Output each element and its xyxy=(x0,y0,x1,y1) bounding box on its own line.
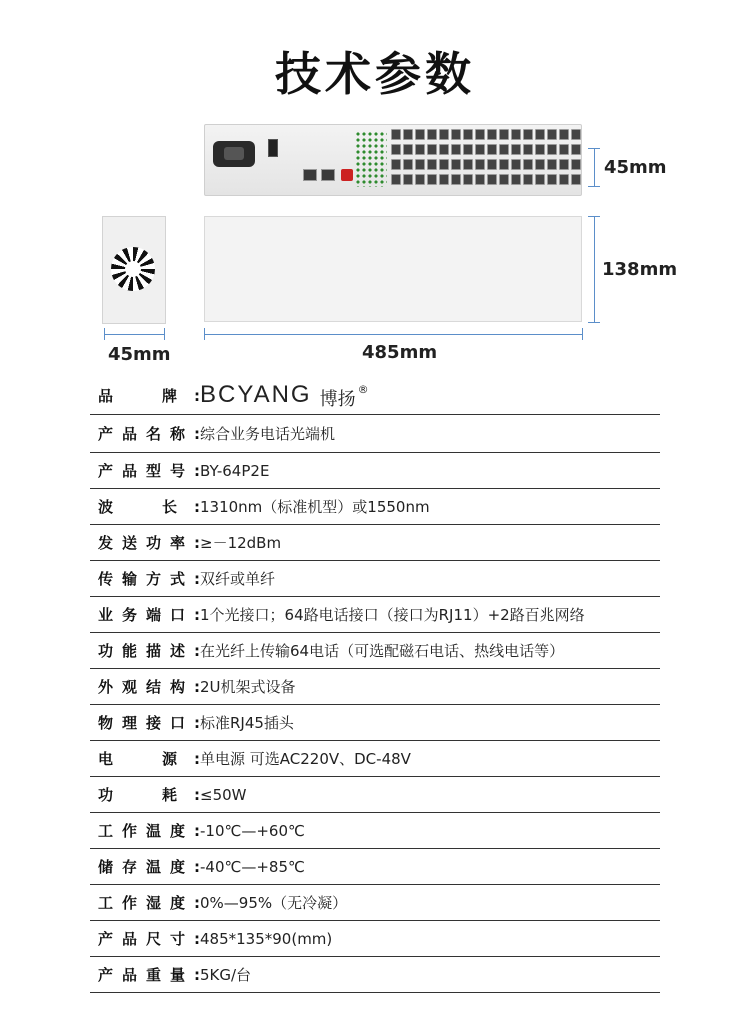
status-led-array xyxy=(355,131,387,187)
spec-value: 在光纤上传输64电话（可选配磁石电话、热线电话等） xyxy=(200,642,565,660)
spec-row xyxy=(90,669,660,705)
spec-value: 0%—95%（无冷凝） xyxy=(200,894,348,912)
rj11-port-icon xyxy=(511,144,521,155)
rj11-port-icon xyxy=(391,159,401,170)
rj11-port-icon xyxy=(403,174,413,185)
rj11-port-icon xyxy=(547,159,557,170)
rj11-port-icon xyxy=(427,159,437,170)
power-socket-icon xyxy=(213,141,255,167)
rj11-port-icon xyxy=(571,144,581,155)
brand-name-cn: 博扬 xyxy=(319,388,356,410)
rj11-port-icon xyxy=(451,129,461,140)
spec-label: 发送功率: xyxy=(98,534,200,552)
spec-row-brand xyxy=(90,377,660,415)
spec-row xyxy=(90,777,660,813)
spec-label: 波 长: xyxy=(98,498,200,516)
dim-line-side-width xyxy=(104,334,164,335)
spec-value: -10℃—+60℃ xyxy=(200,821,305,840)
brand-logo: BCYANG xyxy=(200,380,312,408)
rj11-port-icon xyxy=(463,129,473,140)
registered-mark: ® xyxy=(357,382,369,396)
spec-row xyxy=(90,741,660,777)
rj11-port-icon xyxy=(391,129,401,140)
dim-line-depth xyxy=(594,216,595,322)
fiber-port-icon xyxy=(341,169,353,181)
rj11-port-icon xyxy=(451,144,461,155)
fan-icon xyxy=(111,247,155,291)
rj11-port-icon xyxy=(439,159,449,170)
spec-value: 双纤或单纤 xyxy=(200,570,276,588)
spec-row xyxy=(90,453,660,489)
spec-label: 产品名称: xyxy=(98,425,200,443)
rj11-port-icon xyxy=(511,159,521,170)
rj11-port-icon xyxy=(535,129,545,140)
rj11-port-icon xyxy=(475,144,485,155)
rj11-port-icon xyxy=(403,129,413,140)
rj11-port-icon xyxy=(463,144,473,155)
spec-value: 单电源 可选AC220V、DC-48V xyxy=(200,750,411,768)
spec-row xyxy=(90,597,660,633)
spec-value: ≤50W xyxy=(200,785,247,804)
rj11-port-icon xyxy=(391,174,401,185)
rj11-port-icon xyxy=(439,174,449,185)
spec-value: ≥－12dBm xyxy=(200,534,282,552)
rj11-port-icon xyxy=(415,174,425,185)
spec-value: 标准RJ45插头 xyxy=(200,714,294,732)
spec-row xyxy=(90,525,660,561)
power-switch-icon xyxy=(268,139,278,157)
rj11-port-icon xyxy=(523,129,533,140)
rj11-port-icon xyxy=(547,144,557,155)
spec-label: 外观结构: xyxy=(98,678,200,696)
rj11-port-icon xyxy=(451,159,461,170)
dim-tick xyxy=(588,186,600,187)
spec-row xyxy=(90,885,660,921)
rj11-port-icon xyxy=(487,144,497,155)
device-front-panel xyxy=(204,124,582,196)
rj11-port-icon xyxy=(439,144,449,155)
spec-label: 品 牌: xyxy=(98,387,200,405)
ethernet-port-icon xyxy=(303,169,317,181)
rj11-port-icon xyxy=(499,174,509,185)
rj11-port-icon xyxy=(415,159,425,170)
rj11-port-icon xyxy=(547,129,557,140)
rj11-port-icon xyxy=(427,174,437,185)
rj11-port-icon xyxy=(427,129,437,140)
ethernet-port-icon xyxy=(321,169,335,181)
rj11-port-icon xyxy=(559,174,569,185)
spec-row xyxy=(90,489,660,525)
rj11-port-icon xyxy=(463,159,473,170)
rj11-port-icon xyxy=(571,174,581,185)
spec-row xyxy=(90,921,660,957)
dim-width: 485mm xyxy=(362,342,438,363)
rj11-port-icon xyxy=(499,144,509,155)
spec-row xyxy=(90,561,660,597)
page-title: 技术参数 xyxy=(275,47,475,101)
dim-line-front-height xyxy=(594,148,595,186)
rj11-port-icon xyxy=(487,129,497,140)
spec-row xyxy=(90,849,660,885)
rj11-port-icon xyxy=(571,129,581,140)
spec-row xyxy=(90,957,660,993)
rj11-port-icon xyxy=(547,174,557,185)
rj11-port-icon xyxy=(475,129,485,140)
spec-row xyxy=(90,813,660,849)
rj11-port-icon xyxy=(511,129,521,140)
rj11-port-icon xyxy=(559,129,569,140)
spec-label: 业务端口: xyxy=(98,606,200,624)
spec-label: 工作温度: xyxy=(98,822,200,840)
spec-label: 功 耗: xyxy=(98,786,200,804)
dim-front-height: 45mm xyxy=(604,157,667,178)
spec-row xyxy=(90,705,660,741)
device-top-view xyxy=(204,216,582,322)
dim-tick xyxy=(582,328,583,340)
rj11-port-icon xyxy=(499,159,509,170)
rj11-port-icon xyxy=(523,144,533,155)
rj11-port-icon xyxy=(415,144,425,155)
rj11-port-icon xyxy=(499,129,509,140)
spec-row xyxy=(90,415,660,453)
rj11-port-icon xyxy=(523,159,533,170)
spec-value: 5KG/台 xyxy=(200,966,252,984)
spec-value: -40℃—+85℃ xyxy=(200,857,305,876)
dim-tick xyxy=(104,328,105,340)
rj11-port-icon xyxy=(535,174,545,185)
ethernet-ports xyxy=(303,169,335,181)
spec-value: 综合业务电话光端机 xyxy=(200,425,336,443)
rj11-port-icon xyxy=(511,174,521,185)
rj11-port-icon xyxy=(487,174,497,185)
spec-label: 物理接口: xyxy=(98,714,200,732)
rj11-port-icon xyxy=(487,159,497,170)
spec-value: 485*135*90(mm) xyxy=(200,929,333,948)
spec-table xyxy=(90,377,660,993)
dim-tick xyxy=(164,328,165,340)
dim-line-width xyxy=(204,334,582,335)
rj11-port-icon xyxy=(427,144,437,155)
spec-label: 产品重量: xyxy=(98,966,200,984)
rj11-port-icon xyxy=(391,144,401,155)
brand-value xyxy=(200,381,369,411)
rj11-port-grid xyxy=(391,129,581,186)
dim-tick xyxy=(588,216,600,217)
spec-value: BY-64P2E xyxy=(200,461,270,480)
rj11-port-icon xyxy=(475,174,485,185)
rj11-port-icon xyxy=(571,159,581,170)
rj11-port-icon xyxy=(559,144,569,155)
rj11-port-icon xyxy=(463,174,473,185)
rj11-port-icon xyxy=(559,159,569,170)
rj11-port-icon xyxy=(535,159,545,170)
spec-label: 产品尺寸: xyxy=(98,930,200,948)
dim-tick xyxy=(588,148,600,149)
spec-label: 工作湿度: xyxy=(98,894,200,912)
spec-label: 储存温度: xyxy=(98,858,200,876)
spec-label: 电 源: xyxy=(98,750,200,768)
spec-label: 产品型号: xyxy=(98,462,200,480)
spec-value: 1个光接口；64路电话接口（接口为RJ11）+2路百兆网络 xyxy=(200,606,585,624)
spec-label: 传输方式: xyxy=(98,570,200,588)
rj11-port-icon xyxy=(403,159,413,170)
rj11-port-icon xyxy=(403,144,413,155)
spec-label: 功能描述: xyxy=(98,642,200,660)
rj11-port-icon xyxy=(451,174,461,185)
device-side-view xyxy=(102,216,166,324)
dim-tick xyxy=(204,328,205,340)
rj11-port-icon xyxy=(535,144,545,155)
spec-value: 2U机架式设备 xyxy=(200,678,296,696)
dim-tick xyxy=(588,322,600,323)
rj11-port-icon xyxy=(439,129,449,140)
spec-value: 1310nm（标准机型）或1550nm xyxy=(200,498,430,516)
rj11-port-icon xyxy=(523,174,533,185)
rj11-port-icon xyxy=(475,159,485,170)
dim-depth: 138mm xyxy=(602,259,678,280)
spec-row xyxy=(90,633,660,669)
dim-side-width: 45mm xyxy=(108,344,171,365)
rj11-port-icon xyxy=(415,129,425,140)
